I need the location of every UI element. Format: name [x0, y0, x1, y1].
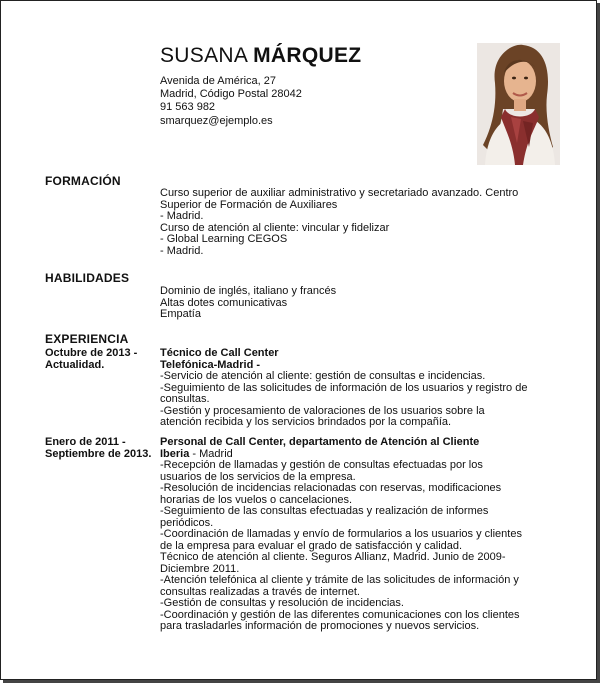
section-title-experiencia: EXPERIENCIA: [45, 332, 129, 346]
section-title-formacion: FORMACIÓN: [45, 174, 121, 188]
job-entry: [160, 348, 560, 429]
habilidades-content: [160, 286, 560, 321]
job-duty: -Seguimiento de las consultas efectuadas y realización de informes: [160, 505, 489, 517]
job-duty: horarias de los vuelos o cancelaciones.: [160, 493, 353, 506]
formacion-line: Curso superior de auxiliar administrativo y secretariado avanzado. Centro: [160, 187, 519, 199]
job-duty: Diciembre 2011.: [160, 562, 240, 575]
city: Madrid, Código Postal 28042: [160, 88, 302, 101]
job-date-start: Enero de 2011 -: [45, 436, 126, 448]
job-duty: consultas realizadas a través de internet.: [160, 585, 360, 598]
company-location: - Madrid: [189, 447, 233, 460]
job-duty: -Recepción de llamadas y gestión de consultas efectuadas por los: [160, 459, 483, 471]
skill-item: Altas dotes comunicativas: [160, 296, 288, 309]
job-duty: Técnico de atención al cliente. Seguros Allianz, Madrid. Junio de 2009-: [160, 551, 506, 563]
skill-item: Empatía: [160, 308, 201, 320]
job-date-start: Octubre de 2013 -: [45, 347, 138, 359]
phone: 91 563 982: [160, 101, 216, 114]
job-duty: periódicos.: [160, 516, 214, 529]
job-duty: de la empresa para evaluar el grado de satisfacción y calidad.: [160, 539, 463, 552]
last-name: MÁRQUEZ: [253, 44, 362, 67]
job-title: Técnico de Call Center: [160, 347, 279, 359]
job-duty: usuarios de los servicios de la empresa.: [160, 470, 356, 483]
formacion-line: - Madrid.: [160, 210, 204, 222]
profile-photo: [477, 43, 560, 165]
email: smarquez@ejemplo.es: [160, 114, 273, 127]
formacion-line: - Global Learning CEGOS: [160, 233, 288, 245]
candidate-name: [160, 43, 361, 69]
formacion-line: Curso de atención al cliente: vincular y fidelizar: [160, 221, 390, 234]
job-entry: [160, 437, 560, 633]
job-duty: -Resolución de incidencias relacionadas con reservas, modificaciones: [160, 482, 502, 494]
portrait-image: [477, 43, 560, 165]
job-duty: -Gestión y procesamiento de valoraciones de los usuarios sobre la: [160, 404, 485, 417]
job-date: [45, 437, 157, 460]
formacion-content: [160, 188, 560, 257]
job-date: [45, 348, 157, 371]
company-name: Telefónica-Madrid -: [160, 358, 261, 371]
job-duty: -Gestión de consultas y resolución de incidencias.: [160, 597, 404, 609]
job-duty: para trasladarles información de promociones y nuevos servicios.: [160, 620, 480, 632]
job-duty: atención recibida y los servicios brindados por la compañía.: [160, 416, 452, 428]
company-name: Iberia: [160, 447, 190, 460]
address: Avenida de América, 27: [160, 75, 276, 87]
formacion-line: - Madrid.: [160, 244, 204, 257]
job-duty: consultas.: [160, 393, 210, 405]
first-name: SUSANA: [160, 44, 247, 67]
job-duty: -Atención telefónica al cliente y trámite de las solicitudes de información y: [160, 574, 519, 586]
job-duty: -Servicio de atención al cliente: gestión de consultas e incidencias.: [160, 370, 486, 382]
job-duty: -Coordinación y gestión de las diferentes comunicaciones con los clientes: [160, 608, 520, 621]
section-title-habilidades: HABILIDADES: [45, 271, 130, 285]
job-duty: -Seguimiento de las solicitudes de información de los usuarios y registro de: [160, 381, 528, 394]
resume-header: [160, 43, 361, 128]
formacion-line: Superior de Formación de Auxiliares: [160, 198, 338, 211]
skill-item: Dominio de inglés, italiano y francés: [160, 285, 337, 297]
contact-info: [160, 75, 361, 128]
job-date-end: Actualidad.: [45, 358, 105, 371]
job-title: Personal de Call Center, departamento de Atención al Cliente: [160, 436, 480, 448]
job-duty: -Coordinación de llamadas y envío de formularios a los usuarios y clientes: [160, 528, 522, 540]
job-date-end: Septiembre de 2013.: [45, 447, 152, 460]
